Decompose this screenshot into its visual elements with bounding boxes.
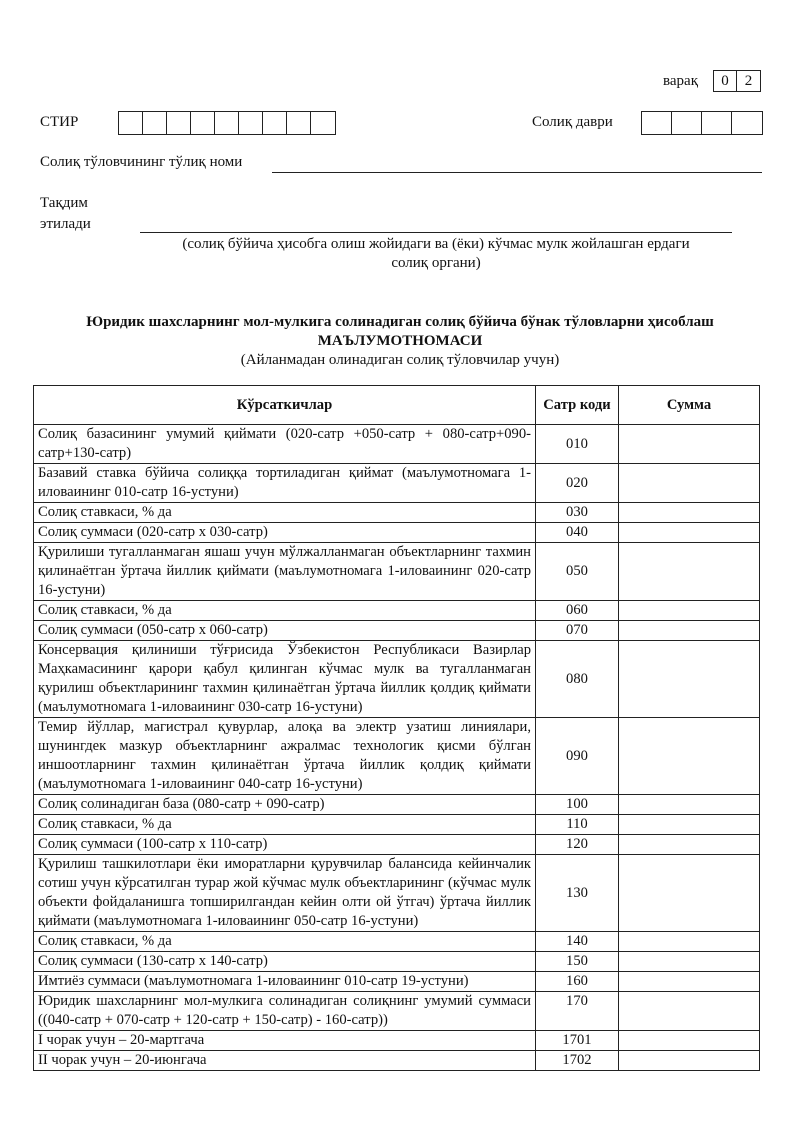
row-code: 130 [536,855,619,932]
row-code: 120 [536,835,619,855]
authority-note-line2: солиқ органи) [391,255,481,271]
row-sum-cell[interactable] [619,835,760,855]
tax-period-input-boxes[interactable] [641,111,763,135]
authority-field[interactable] [140,231,732,233]
header-indicator: Кўрсаткичлар [34,386,536,425]
authority-note [140,235,732,273]
row-sum-cell[interactable] [619,795,760,815]
taxpayer-name-field[interactable] [272,171,762,173]
row-code: 070 [536,621,619,641]
taxpayer-name-label: Солиқ тўловчининг тўлиқ номи [40,154,243,170]
row-indicator: Солиқ суммаси (050-сатр х 060-сатр) [34,621,536,641]
table-row [34,601,760,621]
heading-title: МАЪЛУМОТНОМАСИ [317,333,483,349]
table-row [34,641,760,718]
stir-input-boxes[interactable] [118,111,336,135]
row-sum-cell[interactable] [619,1031,760,1051]
row-code: 030 [536,503,619,523]
row-indicator: Темир йўллар, магистрал қувурлар, алоқа ва электр узатиш линиялари, шунингдек мазкур объектларнинг ажралмас технологик қисми бўлган иншоотларнинг тахмин қилинаётган ўртача йиллик қолдиқ қиймати (маълумотномага 1-иловаининг 040-сатр 16-устуни) [34,718,536,795]
row-indicator: Солиқ ставкаси, % да [34,503,536,523]
submitted-label-line1: Тақдим [40,195,88,211]
row-sum-cell[interactable] [619,543,760,601]
row-code: 150 [536,952,619,972]
sheet-label: варақ [663,73,698,89]
table-header-row [34,386,760,425]
stir-label: СТИР [40,114,79,130]
row-sum-cell[interactable] [619,503,760,523]
row-sum-cell[interactable] [619,464,760,503]
period-digit-box[interactable] [642,112,672,134]
table-row [34,932,760,952]
submitted-label-line2: этилади [40,216,91,232]
row-sum-cell[interactable] [619,932,760,952]
row-indicator: Солиқ ставкаси, % да [34,815,536,835]
row-code: 100 [536,795,619,815]
row-indicator: Солиқ ставкаси, % да [34,601,536,621]
period-digit-box[interactable] [702,112,732,134]
row-code: 090 [536,718,619,795]
row-sum-cell[interactable] [619,815,760,835]
table-row [34,523,760,543]
row-sum-cell[interactable] [619,952,760,972]
table-row [34,855,760,932]
row-code: 110 [536,815,619,835]
header-sum: Сумма [619,386,760,425]
stir-digit-box[interactable] [215,112,239,134]
row-code: 080 [536,641,619,718]
period-digit-box[interactable] [672,112,702,134]
row-sum-cell[interactable] [619,972,760,992]
stir-digit-box[interactable] [191,112,215,134]
tax-period-label: Солиқ даври [532,114,613,130]
sheet-digit-box: 2 [744,73,753,89]
table-row [34,815,760,835]
row-indicator: Юридик шахсларнинг мол-мулкига солинадиган солиқнинг умумий суммаси ((040-сатр + 070-сатр + 120-сатр + 150-сатр) - 160-сатр)) [34,992,536,1031]
row-sum-cell[interactable] [619,855,760,932]
row-code: 020 [536,464,619,503]
row-code: 1701 [536,1031,619,1051]
row-sum-cell[interactable] [619,718,760,795]
stir-digit-box[interactable] [143,112,167,134]
submitted-label [40,194,91,234]
row-indicator: Солиқ суммаси (100-сатр х 110-сатр) [34,835,536,855]
row-indicator: Солиқ суммаси (130-сатр х 140-сатр) [34,952,536,972]
row-indicator: Қурилиши тугалланмаган яшаш учун мўлжалланмаган объектларнинг тахмин қилинаётган ўртача йиллик қиймати (маълумотномага 1-иловаининг 020-сатр 16-устуни) [34,543,536,601]
heading-subtitle: (Айланмадан олинадиган солиқ тўловчилар учун) [240,352,560,368]
row-indicator: I чорак учун – 20-мартгача [34,1031,536,1051]
table-row [34,425,760,464]
stir-digit-box[interactable] [263,112,287,134]
stir-digit-box[interactable] [119,112,143,134]
row-indicator: Консервация қилиниши тўғрисида Ўзбекистон Республикаси Вазирлар Маҳкамасининг қарори қабул қилинган кўчмас мулк ва тугалланмаган қурилиш объектларининг тахмин қилинаётган ўртача йиллик қолдиқ қиймати (маълумотномага 1-иловаининг 030-сатр 16-устуни) [34,641,536,718]
row-indicator: Базавий ставка бўйича солиққа тортиладиган қиймат (маълумотномага 1-иловаининг 010-сатр 16-устуни) [34,464,536,503]
table-row [34,621,760,641]
table-row [34,503,760,523]
document-heading [20,313,780,370]
table-row [34,543,760,601]
row-code: 010 [536,425,619,464]
table-row [34,1051,760,1071]
table-row [34,952,760,972]
row-sum-cell[interactable] [619,621,760,641]
calculation-table [33,385,760,1071]
stir-digit-box[interactable] [239,112,263,134]
table-row [34,992,760,1031]
table-row [34,464,760,503]
table-row [34,718,760,795]
stir-digit-box[interactable] [287,112,311,134]
row-indicator: Имтиёз суммаси (маълумотномага 1-иловаининг 010-сатр 19-устуни) [34,972,536,992]
sheet-digit-box: 0 [714,71,737,91]
row-sum-cell[interactable] [619,523,760,543]
table-row [34,835,760,855]
row-code: 140 [536,932,619,952]
row-sum-cell[interactable] [619,601,760,621]
row-indicator: Солиқ суммаси (020-сатр х 030-сатр) [34,523,536,543]
sheet-number-boxes [713,70,761,92]
table-row [34,972,760,992]
row-indicator: Солиқ базасининг умумий қиймати (020-сатр +050-сатр + 080-сатр+090-сатр+130-сатр) [34,425,536,464]
row-code: 160 [536,972,619,992]
stir-digit-box[interactable] [167,112,191,134]
row-sum-cell[interactable] [619,641,760,718]
row-indicator: Солиқ ставкаси, % да [34,932,536,952]
stir-digit-box[interactable] [311,112,335,134]
row-indicator: Солиқ солинадиган база (080-сатр + 090-сатр) [34,795,536,815]
row-sum-cell[interactable] [619,1051,760,1071]
row-code: 170 [536,992,619,1031]
table-row [34,1031,760,1051]
period-digit-box[interactable] [732,112,762,134]
row-code: 1702 [536,1051,619,1071]
row-code: 060 [536,601,619,621]
row-indicator: II чорак учун – 20-июнгача [34,1051,536,1071]
row-code: 040 [536,523,619,543]
row-code: 050 [536,543,619,601]
row-sum-cell[interactable] [619,992,760,1031]
authority-note-line1: (солиқ бўйича ҳисобга олиш жойидаги ва (ёки) кўчмас мулк жойлашган ердаги [182,236,690,252]
row-sum-cell[interactable] [619,425,760,464]
row-indicator: Қурилиш ташкилотлари ёки иморатларни қурувчилар балансида кейинчалик сотиш учун кўрсатилган турар жой кўчмас мулк объектларининг (кўчмас мулк объекти фойдаланишга топширилгандан кейин олти ой ўтгач) ўртача йиллик қиймати (маълумотномага 1-иловаининг 050-сатр 16-устуни) [34,855,536,932]
heading-line1: Юридик шахсларнинг мол-мулкига солинадиган солиқ бўйича бўнак тўловларни ҳисоблаш [86,314,714,330]
table-row [34,795,760,815]
header-code: Сатр коди [536,386,619,425]
